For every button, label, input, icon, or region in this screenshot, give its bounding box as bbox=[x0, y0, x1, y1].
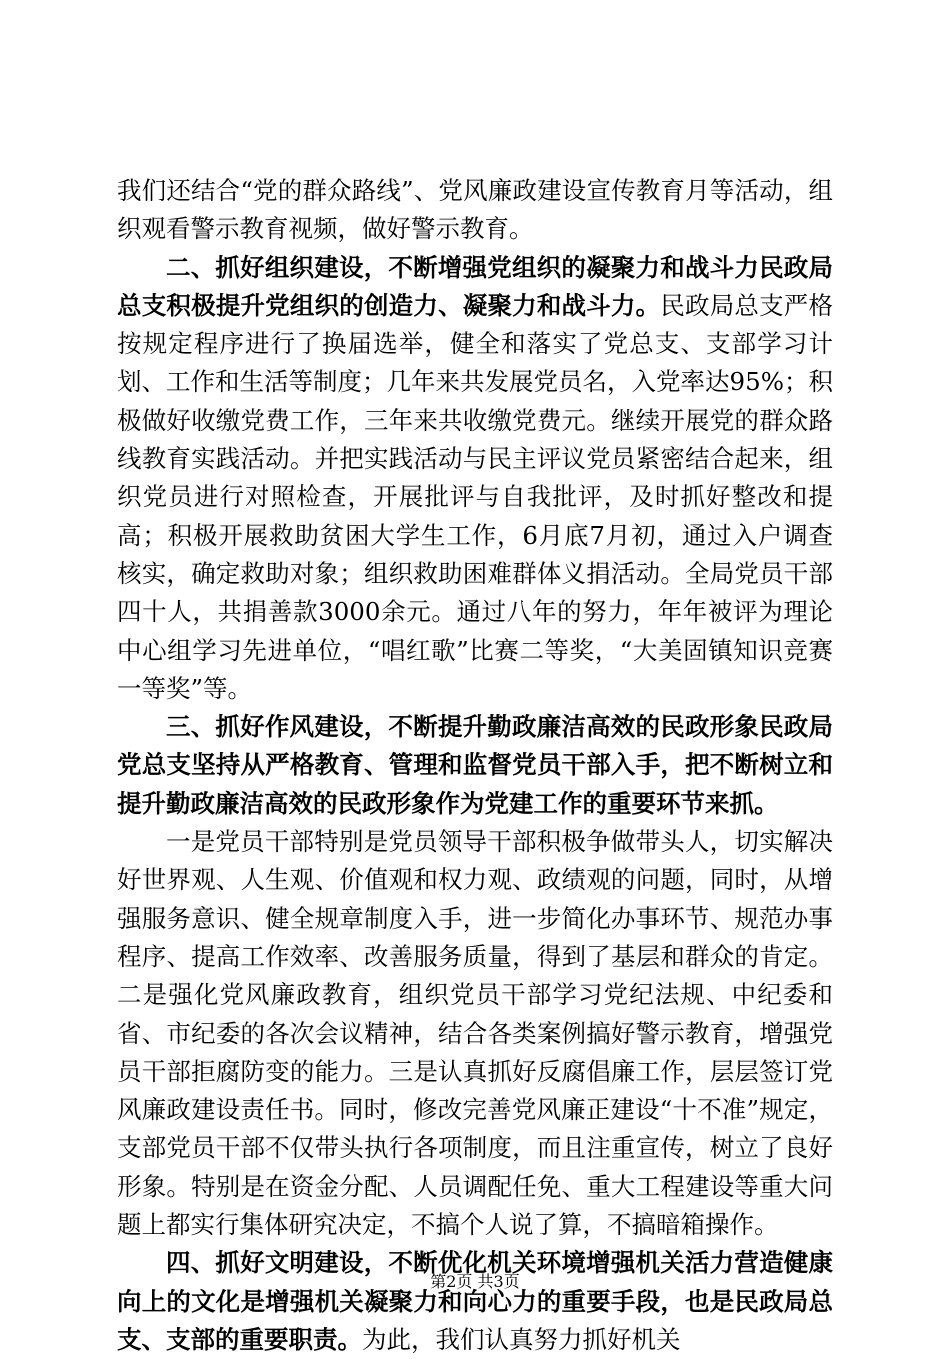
page-footer bbox=[0, 1272, 950, 1292]
paragraph-section-4 bbox=[117, 1244, 833, 1359]
section-heading: 三、抓好作风建设，不断提升勤政廉洁高效的民政形象民政局党总支坚持从严格教育、管理和监督党员干部入手，把不断树立和提升勤政廉洁高效的民政形象作为党建工作的重要环节来抓。 bbox=[117, 712, 833, 818]
paragraph-text: 一是党员干部特别是党员领导干部积极争做带头人，切实解决好世界观、人生观、价值观和权力观、政绩观的问题，同时，从增强服务意识、健全规章制度入手，进一步简化办事环节、规范办事程序、提高工作效率、改善服务质量，得到了基层和群众的肯定。二是强化党风廉政教育，组织党员干部学习党纪法规、中纪委和省、市纪委的各次会议精神，结合各类案例搞好警示教育，增强党员干部拒腐防变的能力。三是认真抓好反腐倡廉工作，层层签订党风廉政建设责任书。同时，修改完善党风廉正建设“十不准”规定，支部党员干部不仅带头执行各项制度，而且注重宣传，树立了良好形象。特别是在资金分配、人员调配任免、重大工程建设等重大问题上都实行集体研究决定，不搞个人说了算，不搞暗箱操作。 bbox=[117, 827, 833, 1240]
section-heading: 二、抓好组织建设，不断增强党组织的凝聚力和战斗力民政局总支积极提升党组织的创造力、凝聚力和战斗力。 bbox=[117, 252, 833, 320]
page-number-label: 第2页 共3页 bbox=[430, 1272, 520, 1291]
paragraph-text: 民政局总支严格按规定程序进行了换届选举，健全和落实了党总支、支部学习计划、工作和生活等制度；几年来共发展党员名，入党率达95%；积极做好收缴党费工作，三年来共收缴党费元。继续开展党的群众路线教育实践活动。并把实践活动与民主评议党员紧密结合起来，组织党员进行对照检查，开展批评与自我批评，及时抓好整改和提高；积极开展救助贫困大学生工作，6月底7月初，通过入户调查核实，确定救助对象；组织救助困难群体义捐活动。全局党员干部四十人，共捐善款3000余元。通过八年的努力，年年被评为理论中心组学习先进单位，“唱红歌”比赛二等奖，“大美固镇知识竞赛一等奖”等。 bbox=[117, 290, 834, 703]
paragraph-section-3 bbox=[117, 708, 833, 823]
paragraph-text: 我们还结合“党的群众路线”、党风廉政建设宣传教育月等活动，组织观看警示教育视频，做好警示教育。 bbox=[117, 176, 833, 244]
section-heading: 四、抓好文明建设，不断优化机关环境增强机关活力营造健康向上的文化是增强机关凝聚力和向心力的重要手段，也是民政局总支、支部的重要职责。 bbox=[117, 1248, 833, 1354]
paragraph-section-2 bbox=[117, 249, 833, 709]
paragraph-intro bbox=[117, 172, 833, 249]
paragraph-text: 为此，我们认真努力抓好机关 bbox=[362, 1324, 681, 1354]
paragraph-section-3-detail bbox=[117, 823, 833, 1244]
document-body bbox=[117, 172, 833, 1359]
